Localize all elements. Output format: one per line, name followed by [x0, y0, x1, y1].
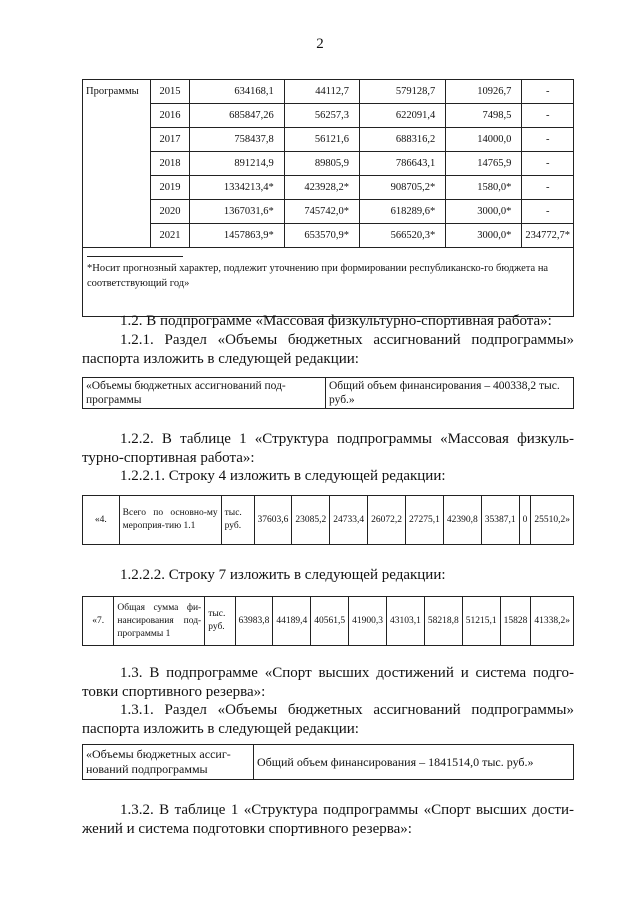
table-cell: «7.	[83, 597, 114, 646]
table-cell: 56257,3	[284, 104, 359, 128]
table-cell: 1334213,4*	[189, 176, 284, 200]
table-cell: 423928,2*	[284, 176, 359, 200]
paragraph-1-2: 1.2. В подпрограмме «Массовая физкультурно-спортивная работа»:	[120, 313, 552, 329]
paragraph-1-2-2-1: 1.2.2.1. Строку 4 изложить в следующей редакции:	[120, 468, 446, 484]
table-cell: -	[522, 200, 574, 224]
table-cell: 2016	[151, 104, 189, 128]
table-cell: 2021	[151, 224, 189, 248]
table-cell: 23085,2	[292, 496, 330, 545]
budget-allocation-table-2	[82, 744, 574, 780]
table-cell: 1457863,9*	[189, 224, 284, 248]
financing-table	[82, 79, 574, 317]
table-cell: 35387,1	[481, 496, 519, 545]
paragraph-1-3: 1.3. В подпрограмме «Спорт высших достижений и система подго-товки спортивного резерва»:	[82, 665, 574, 700]
table-row	[83, 224, 574, 248]
table-cell: 653570,9*	[284, 224, 359, 248]
table-cell: -	[522, 104, 574, 128]
table-cell: тыс. руб.	[221, 496, 254, 545]
table-cell: 58218,8	[424, 597, 462, 646]
footnote-divider	[87, 256, 183, 257]
budget-allocation-table-1	[82, 377, 574, 409]
table-cell: 622091,4	[360, 104, 446, 128]
table-cell: 37603,6	[254, 496, 292, 545]
allocation-label: «Объемы бюджетных ассиг-нований подпрограммы	[83, 745, 254, 780]
table-cell: 1367031,6*	[189, 200, 284, 224]
row-7-table	[82, 596, 574, 646]
table-cell: 758437,8	[189, 128, 284, 152]
table-cell: 618289,6*	[360, 200, 446, 224]
footnote-text: *Носит прогнозный характер, подлежит уточнению при формировании республиканско-го бюджета на соответствующий год»	[87, 263, 549, 289]
paragraph-1-2-2-2: 1.2.2.2. Строку 7 изложить в следующей редакции:	[120, 567, 446, 583]
table-cell: 0	[519, 496, 531, 545]
table-cell: 579128,7	[360, 80, 446, 104]
table-cell: 56121,6	[284, 128, 359, 152]
table-cell: 25510,2»	[531, 496, 574, 545]
table-cell: 42390,8	[443, 496, 481, 545]
table-cell: 27275,1	[406, 496, 444, 545]
row-4-table	[82, 495, 574, 545]
table-row	[83, 80, 574, 104]
table-cell: 2017	[151, 128, 189, 152]
table-cell: 2019	[151, 176, 189, 200]
table-row	[83, 176, 574, 200]
footnote-cell	[83, 248, 574, 317]
allocation-label: «Объемы бюджетных ассигнований под-программы	[83, 378, 326, 409]
table-cell: -	[522, 80, 574, 104]
table-row	[83, 104, 574, 128]
table-cell: -	[522, 128, 574, 152]
table-cell: 685847,26	[189, 104, 284, 128]
paragraph-1-2-2: 1.2.2. В таблице 1 «Структура подпрограммы «Массовая физкуль-турно-спортивная работа»:	[82, 431, 574, 466]
table-cell: 891214,9	[189, 152, 284, 176]
paragraph-1-3-2: 1.3.2. В таблице 1 «Структура подпрограммы «Спорт высших дости-жений и система подготовки спортивного резерва»:	[82, 802, 574, 837]
allocation-value: Общий объем финансирования – 400338,2 тыс. руб.»	[326, 378, 574, 409]
table-cell: 634168,1	[189, 80, 284, 104]
table-row	[83, 200, 574, 224]
table-cell: 44112,7	[284, 80, 359, 104]
table-cell: 1580,0*	[446, 176, 522, 200]
table-cell: 14765,9	[446, 152, 522, 176]
allocation-value: Общий объем финансирования – 1841514,0 тыс. руб.»	[254, 745, 574, 780]
table-cell: 24733,4	[330, 496, 368, 545]
table-cell: 14000,0	[446, 128, 522, 152]
table-cell: 43103,1	[387, 597, 425, 646]
table-cell: Общая сумма фи-нансирования под-программы 1	[114, 597, 205, 646]
table-cell: 44189,4	[273, 597, 311, 646]
table-cell: 41338,2»	[531, 597, 574, 646]
table-cell: 40561,5	[311, 597, 349, 646]
programs-label: Программы	[83, 80, 151, 248]
table-cell: 745742,0*	[284, 200, 359, 224]
table-cell: 3000,0*	[446, 200, 522, 224]
table-cell: 566520,3*	[360, 224, 446, 248]
table-cell: 786643,1	[360, 152, 446, 176]
table-cell: тыс. руб.	[205, 597, 235, 646]
table-cell: -	[522, 176, 574, 200]
table-cell: 26072,2	[368, 496, 406, 545]
table-cell: 41900,3	[349, 597, 387, 646]
table-cell: 7498,5	[446, 104, 522, 128]
table-cell: 2015	[151, 80, 189, 104]
table-cell: 2018	[151, 152, 189, 176]
paragraph-1-2-1: 1.2.1. Раздел «Объемы бюджетных ассигнований подпрограммы» паспорта изложить в следующей редакции:	[82, 332, 574, 367]
table-cell: 10926,7	[446, 80, 522, 104]
table-cell: 908705,2*	[360, 176, 446, 200]
table-row	[83, 152, 574, 176]
table-cell: 234772,7*	[522, 224, 574, 248]
page-number: 2	[316, 36, 324, 52]
table-row	[83, 128, 574, 152]
table-cell: 3000,0*	[446, 224, 522, 248]
table-cell: 2020	[151, 200, 189, 224]
table-cell: 51215,1	[462, 597, 500, 646]
table-cell: 688316,2	[360, 128, 446, 152]
table-cell: -	[522, 152, 574, 176]
table-cell: 89805,9	[284, 152, 359, 176]
paragraph-1-3-1: 1.3.1. Раздел «Объемы бюджетных ассигнований подпрограммы» паспорта изложить в следующей редакции:	[82, 702, 574, 737]
table-cell: 15828	[500, 597, 531, 646]
table-cell: Всего по основно-му мероприя-тию 1.1	[119, 496, 221, 545]
table-cell: 63983,8	[235, 597, 273, 646]
table-cell: «4.	[83, 496, 120, 545]
